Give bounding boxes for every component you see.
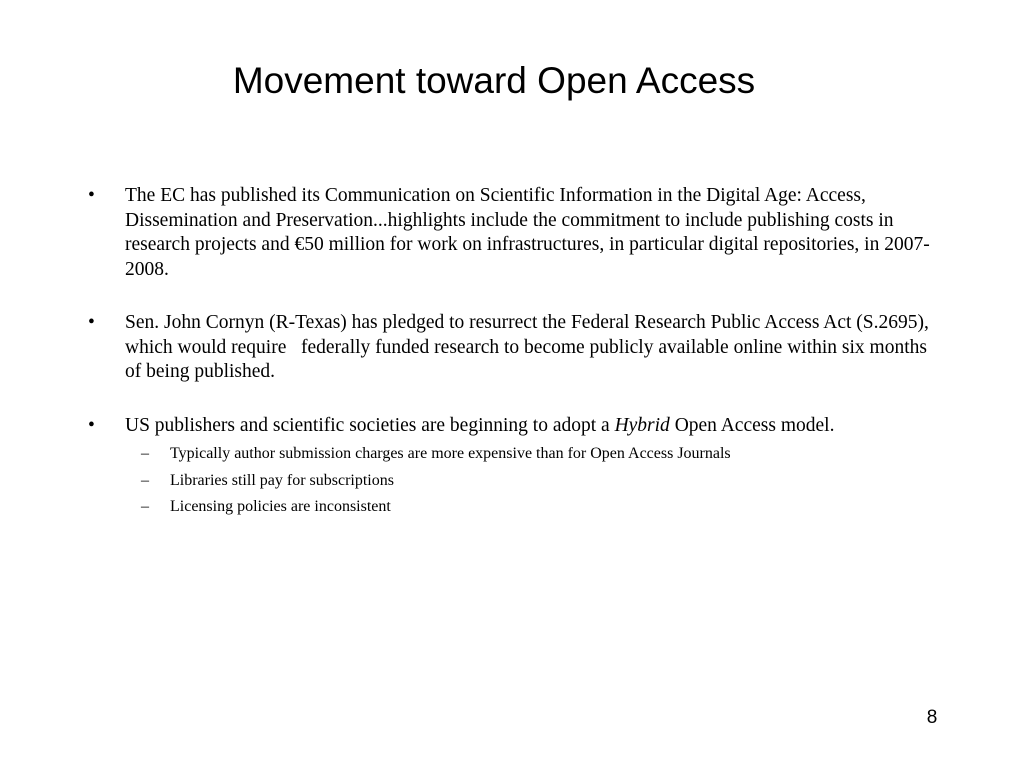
sub-bullet-item — [88, 494, 938, 521]
sub-bullet-text: Libraries still pay for subscriptions — [170, 471, 394, 489]
bullet-marker: • — [88, 185, 95, 206]
spacer — [88, 385, 938, 414]
bullet-marker: • — [88, 312, 95, 333]
bullet-text-after: Open Access model. — [669, 414, 835, 436]
bullet-text: Sen. John Cornyn (R-Texas) has pledged to resurrect the Federal Research Public Access Act (S.2695), which would require federally funded research to become publicly available online within six months of being published. — [125, 312, 934, 382]
bullet-item-ec-communication — [88, 184, 938, 282]
bullet-item-cornyn-frpaa — [88, 311, 938, 385]
bullet-item-hybrid-open-access — [88, 414, 938, 439]
sub-bullet-marker: – — [141, 445, 149, 462]
spacer — [88, 282, 938, 311]
sub-bullet-item — [88, 468, 938, 495]
slide-title: Movement toward Open Access — [232, 60, 756, 101]
sub-bullet-marker: – — [141, 498, 149, 515]
sub-bullet-list — [88, 441, 938, 521]
sub-bullet-item — [88, 441, 938, 468]
bullet-text: The EC has published its Communication on Scientific Information in the Digital Age: Access, Dissemination and Preservation...highlights include the commitment to include publishing costs in research projects and €50 million for work on infrastructures, in particular digital repositories, in 2007-2008. — [125, 185, 930, 280]
sub-bullet-text: Licensing policies are inconsistent — [170, 498, 391, 515]
slide-body — [88, 184, 938, 521]
bullet-text-italic: Hybrid — [614, 414, 670, 436]
bullet-marker: • — [88, 414, 95, 436]
sub-bullet-text: Typically author submission charges are more expensive than for Open Access Journals — [170, 445, 731, 462]
bullet-text-before: US publishers and scientific societies are beginning to adopt a — [125, 414, 615, 436]
sub-bullet-marker: – — [141, 471, 149, 489]
page-number: 8 — [926, 707, 938, 728]
